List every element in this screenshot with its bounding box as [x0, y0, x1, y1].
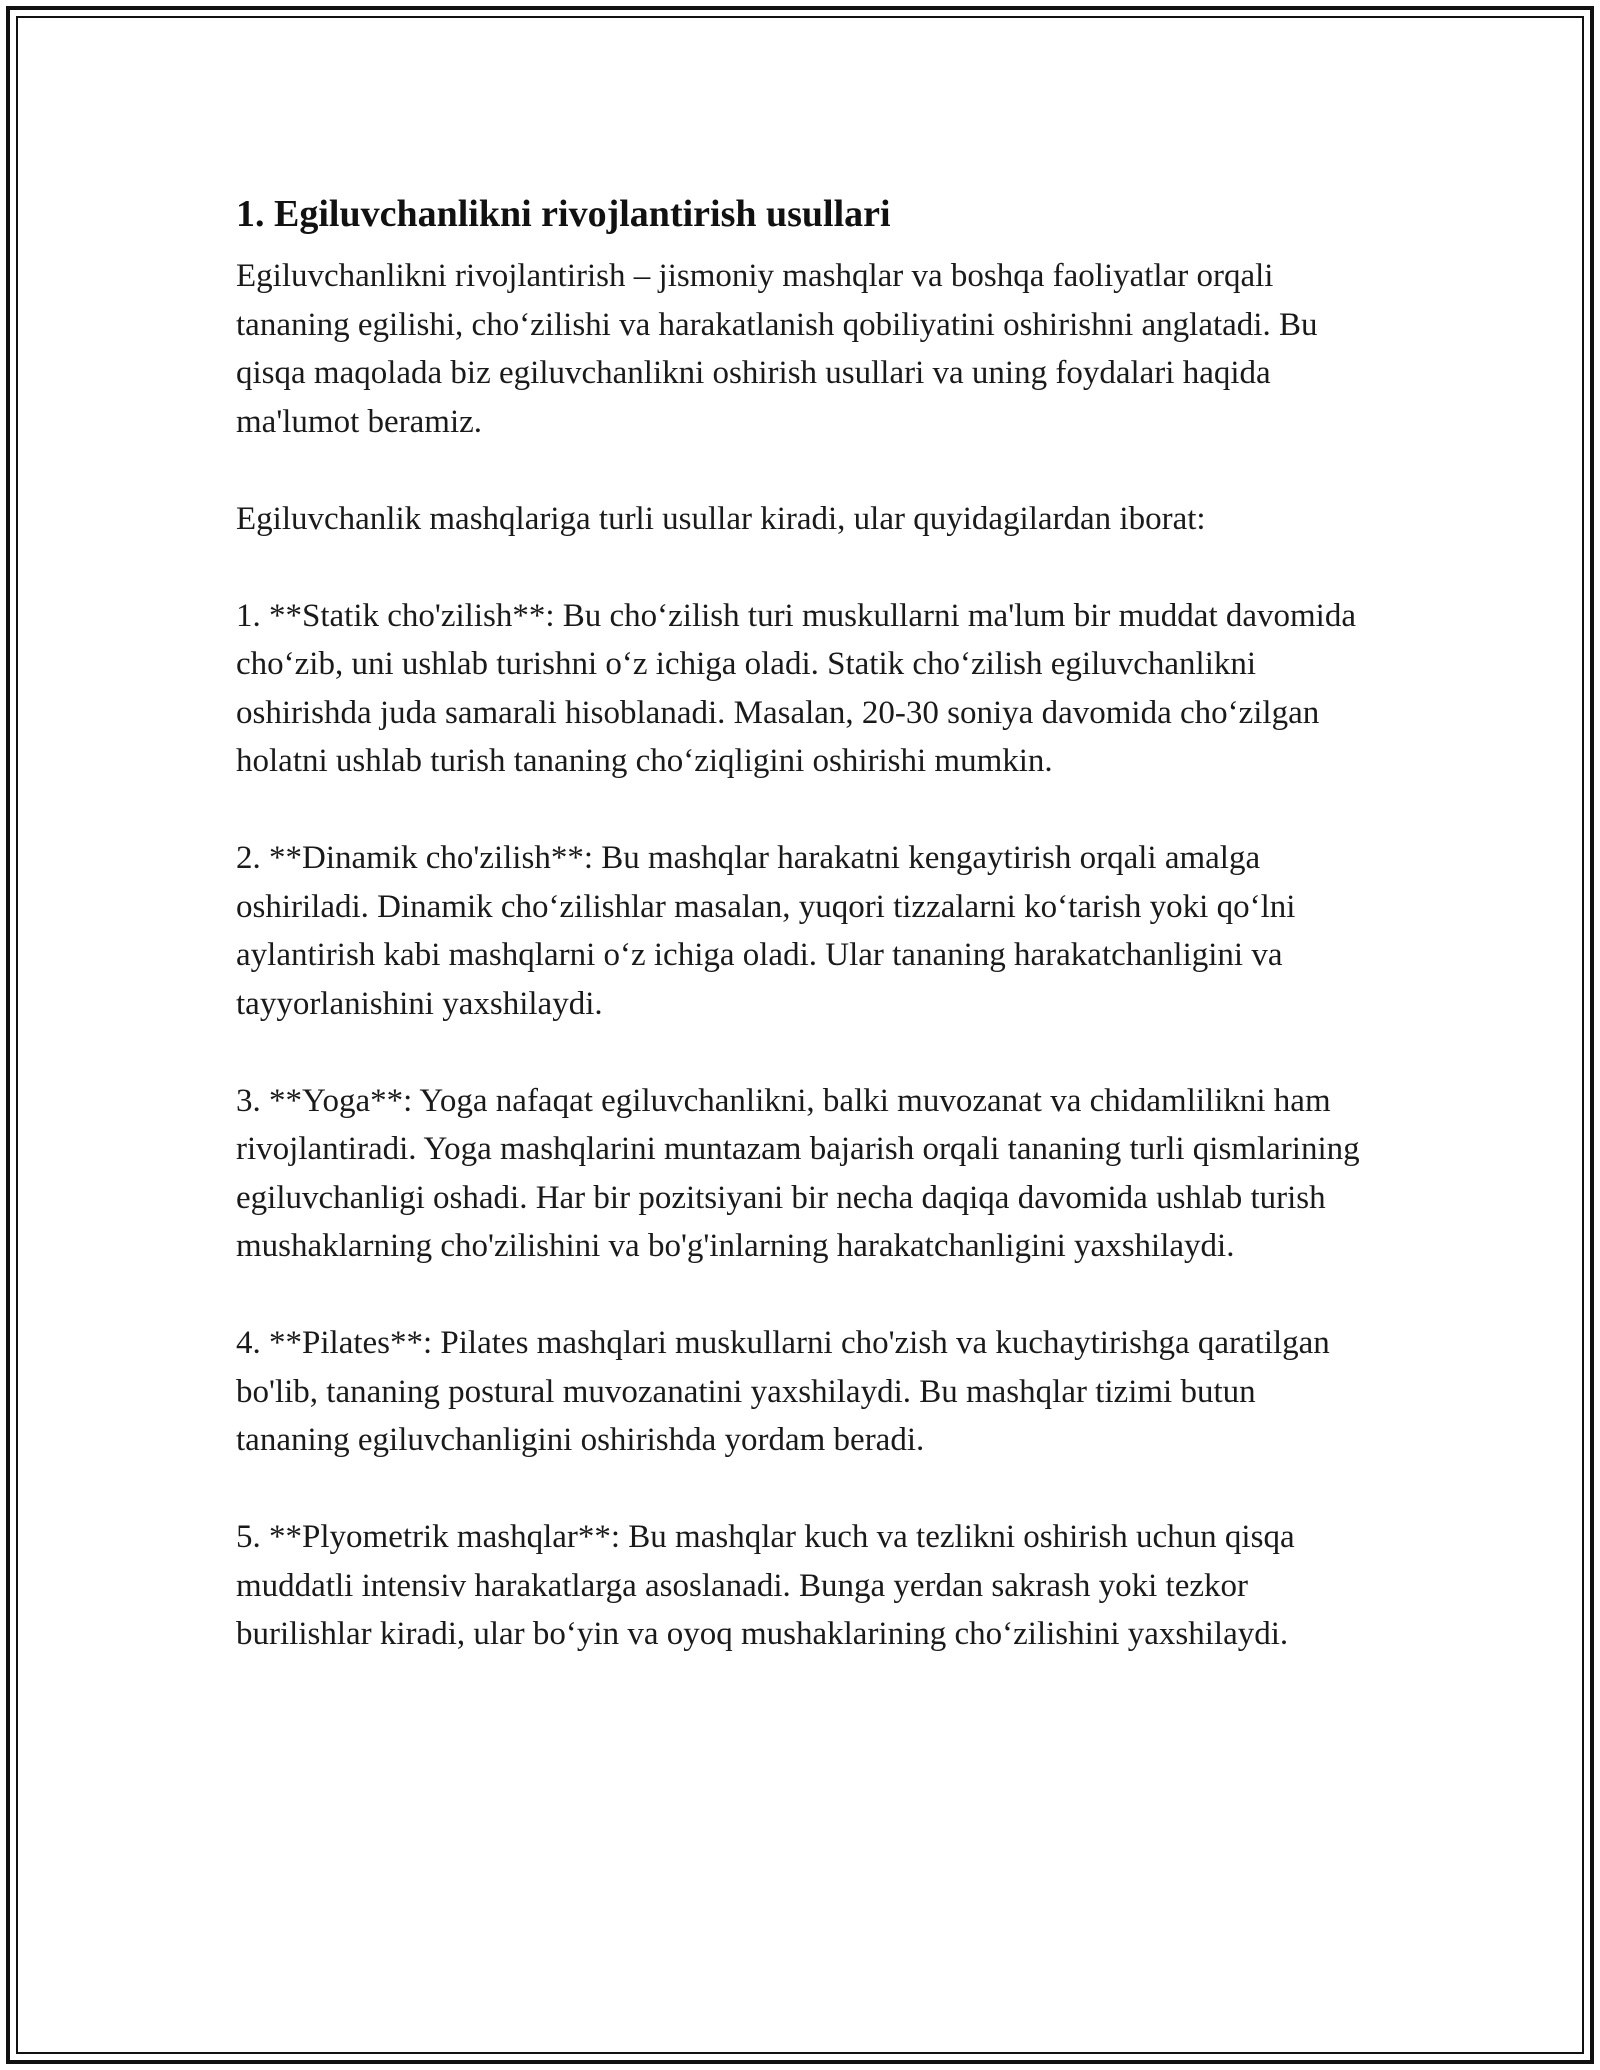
- method-yoga: 3. **Yoga**: Yoga nafaqat egiluvchanlikni, balki muvozanat va chidamlilikni ham rivojlantiradi. Yoga mashqlarini muntazam bajarish orqali tananing turli qismlarining egiluvchanligi oshadi. Har bir pozitsiyani bir necha daqiqa davomida ushlab turish mushaklarning cho'zilishini va bo'g'inlarning harakatchanligini yaxshilaydi.: [236, 1082, 1360, 1264]
- intro-paragraph: Egiluvchanlikni rivojlantirish – jismoniy mashqlar va boshqa faoliyatlar orqali tananing egilishi, cho‘zilishi va harakatlanish qobiliyatini oshirishni anglatadi. Bu qisqa maqolada biz egiluvchanlikni oshirish usullari va uning foydalari haqida ma'lumot beramiz.: [236, 258, 1318, 440]
- method-dynamic-stretching: 2. **Dinamik cho'zilish**: Bu mashqlar harakatni kengaytirish orqali amalga oshiriladi. Dinamik cho‘zilishlar masalan, yuqori tizzalarni ko‘tarish yoki qo‘lni aylantirish kabi mashqlarni o‘z ichiga oladi. Ular tananing harakatchanligini va tayyorlanishini yaxshilaydi.: [236, 840, 1296, 1022]
- method-pilates: 4. **Pilates**: Pilates mashqlari muskullarni cho'zish va kuchaytirishga qaratilgan bo'lib, tananing postural muvozanatini yaxshilaydi. Bu mashqlar tizimi butun tananing egiluvchanligini oshirishda yordam beradi.: [236, 1325, 1330, 1458]
- method-plyometrics: 5. **Plyometrik mashqlar**: Bu mashqlar kuch va tezlikni oshirish uchun qisqa muddatli intensiv harakatlarga asoslanadi. Bunga yerdan sakrash yoki tezkor burilishlar kiradi, ular bo‘yin va oyoq mushaklarining cho‘zilishini yaxshilaydi.: [236, 1519, 1295, 1652]
- methods-lead-paragraph: Egiluvchanlik mashqlariga turli usullar kiradi, ular quyidagilardan iborat:: [236, 500, 1206, 537]
- document-body: [236, 184, 1376, 1707]
- method-static-stretching: 1. **Statik cho'zilish**: Bu cho‘zilish turi muskullarni ma'lum bir muddat davomida cho‘zib, uni ushlab turishni o‘z ichiga oladi. Statik cho‘zilish egiluvchanlikni oshirishda juda samarali hisoblanadi. Masalan, 20-30 soniya davomida cho‘zilgan holatni ushlab turish tananing cho‘ziqligini oshirishi mumkin.: [236, 597, 1357, 779]
- section-title: 1. Egiluvchanlikni rivojlantirish usullari: [236, 193, 891, 235]
